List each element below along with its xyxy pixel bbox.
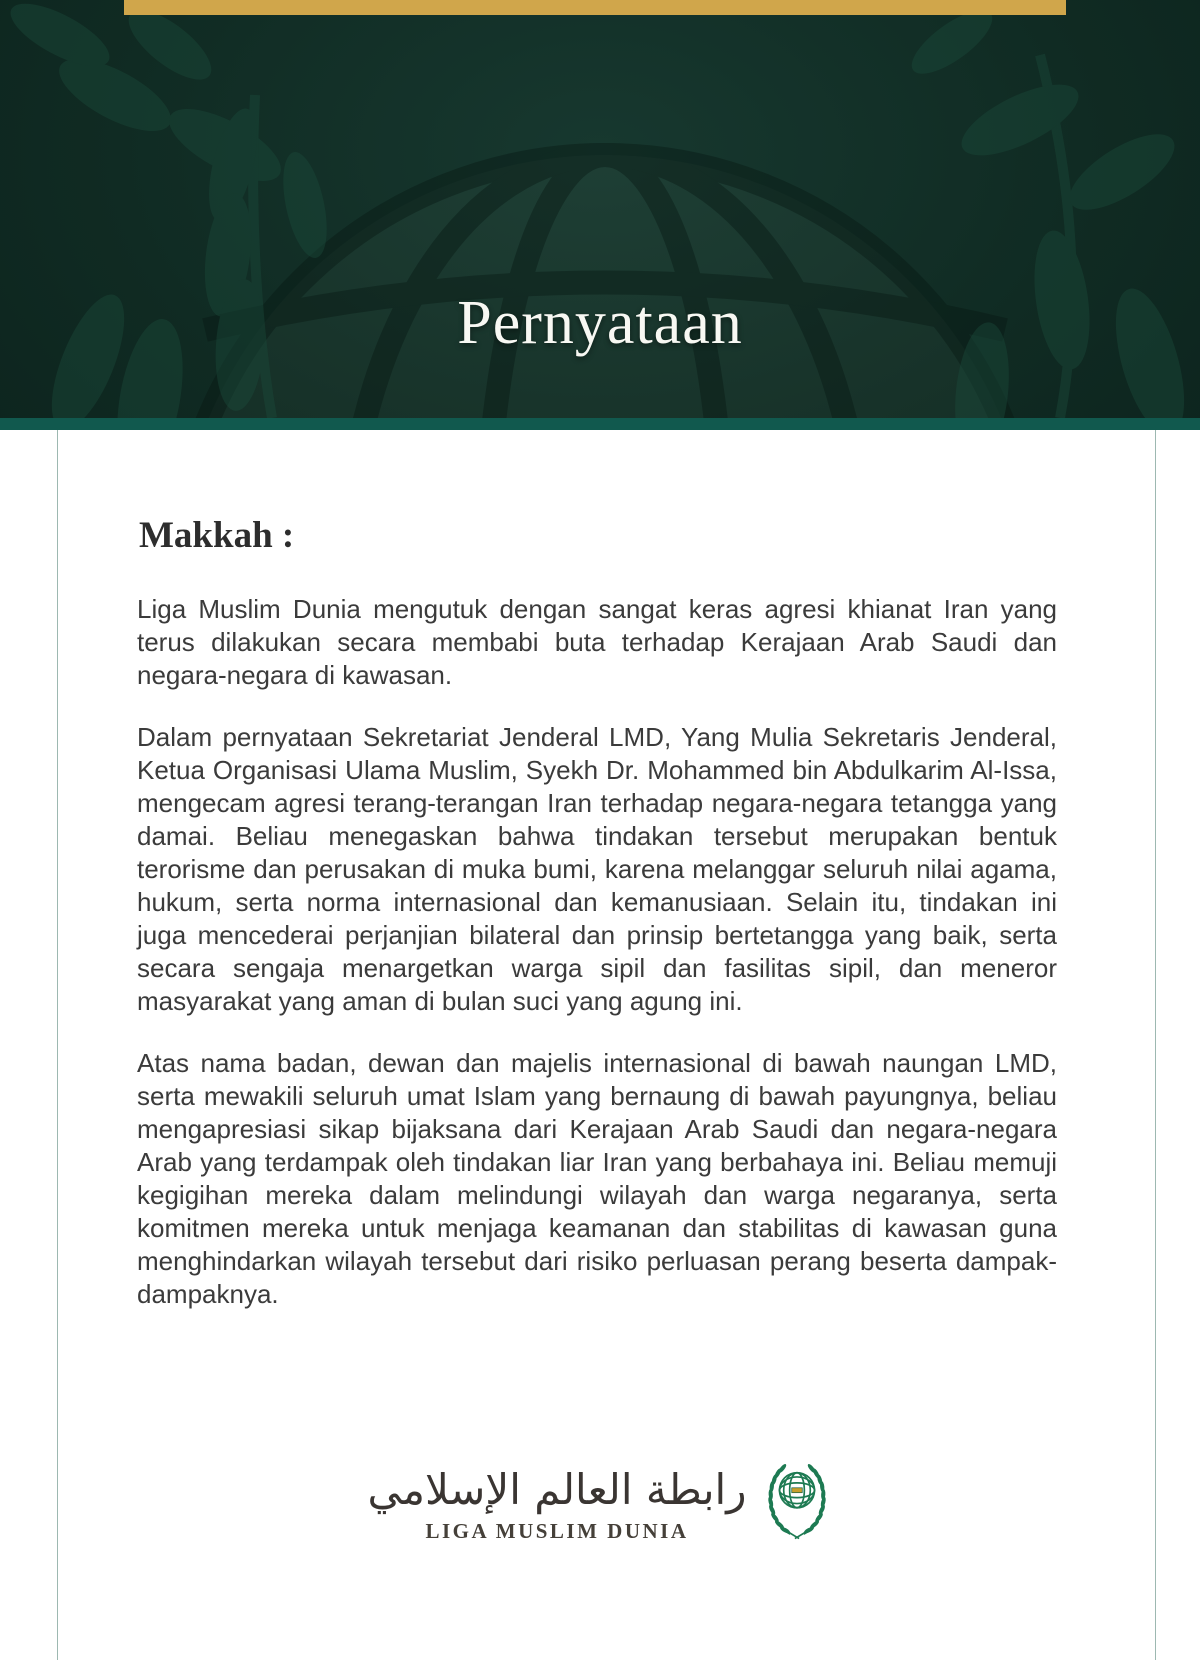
statement-paragraph-1: Liga Muslim Dunia mengutuk dengan sangat keras agresi khianat Iran yang terus dilakukan secara membabi buta terhadap Kerajaan Arab Saudi dan negara-negara di kawasan.	[137, 594, 1057, 690]
header-banner	[0, 0, 1200, 418]
teal-divider	[0, 418, 1200, 430]
gold-accent-bar	[124, 0, 1066, 15]
statement-paragraph-2: Dalam pernyataan Sekretariat Jenderal LMD, Yang Mulia Sekretaris Jenderal, Ketua Organisasi Ulama Muslim, Syekh Dr. Mohammed bin Abdulkarim Al-Issa, mengecam agresi terang-terangan Iran terhadap negara-negara tetangga yang damai. Beliau menegaskan bahwa tindakan tersebut merupakan bentuk terorisme dan perusakan di muka bumi, karena melanggar seluruh nilai agama, hukum, serta norma internasional dan kemanusiaan. Selain itu, tindakan ini juga mencederai perjanjian bilateral dan prinsip bertetangga yang baik, serta secara sengaja menargetkan warga sipil dan fasilitas sipil, dan meneror masyarakat yang aman di bulan suci yang agung ini.	[137, 722, 1057, 1016]
page-title: Pernyataan	[457, 289, 743, 357]
mwl-latin-name: LIGA MUSLIM DUNIA	[425, 1519, 689, 1544]
mwl-arabic-name: رابطة العالم الإسلامي	[367, 1465, 747, 1514]
kaaba-icon	[792, 1488, 803, 1493]
mwl-logo	[0, 1466, 1200, 1544]
mwl-logo-text	[368, 1466, 747, 1544]
statement-body	[0, 430, 1200, 1660]
statement-paragraph-3: Atas nama badan, dewan dan majelis internasional di bawah naungan LMD, serta mewakili seluruh umat Islam yang bernaung di bawah payungnya, beliau mengapresiasi sikap bijaksana dari Kerajaan Arab Saudi dan negara-negara Arab yang terdampak oleh tindakan liar Iran yang berbahaya ini. Beliau memuji kegigihan mereka dalam melindungi wilayah dan warga negaranya, serta komitmen mereka untuk menjaga keamanan dan stabilitas di kawasan guna menghindarkan wilayah tersebut dari risiko perluasan perang beserta dampak-dampaknya.	[137, 1048, 1057, 1309]
mwl-emblem-icon	[762, 1462, 832, 1543]
left-rule	[57, 430, 58, 1660]
text-column	[137, 430, 1057, 1311]
right-rule	[1155, 430, 1156, 1660]
dateline-heading: Makkah :	[139, 515, 295, 556]
